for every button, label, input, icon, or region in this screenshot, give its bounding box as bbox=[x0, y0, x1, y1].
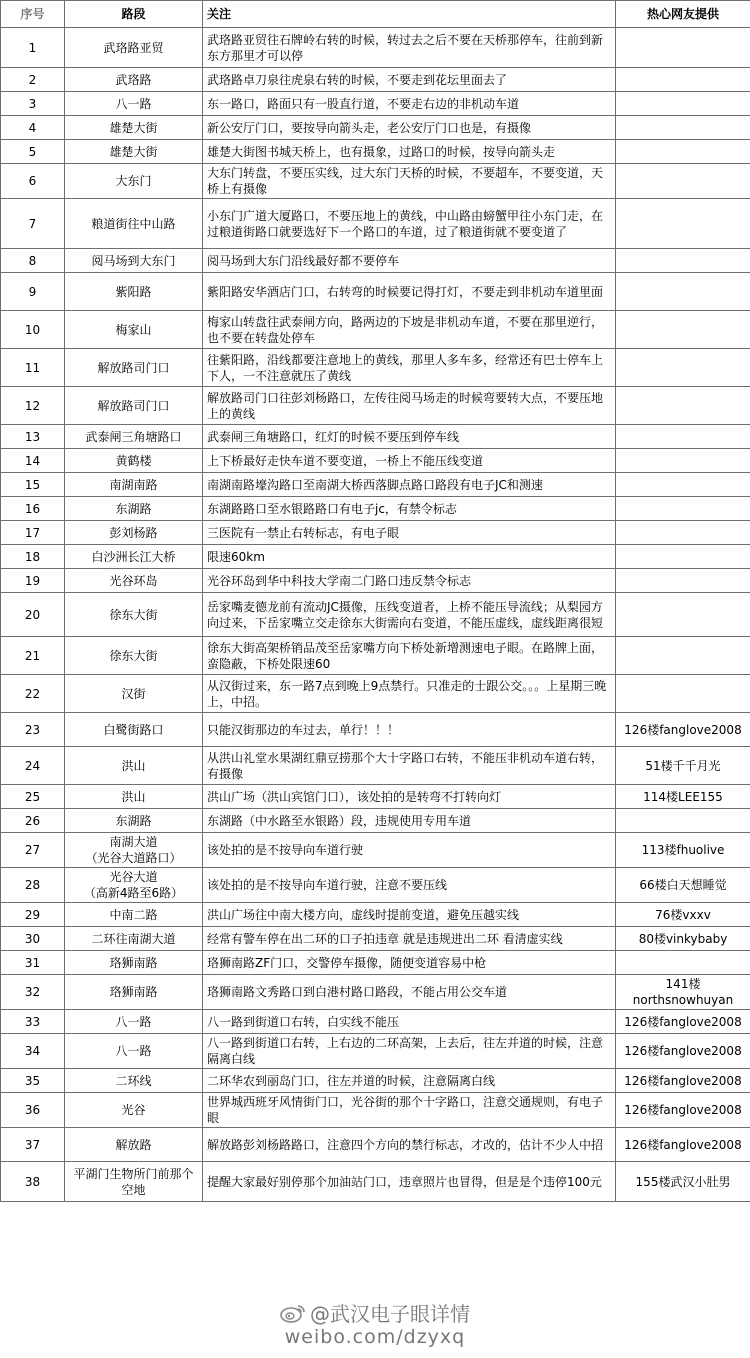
row-road: 紫阳路 bbox=[65, 273, 203, 311]
row-note: 从汉街过来，东一路7点到晚上9点禁行。只准走的士跟公交。。。上星期三晚上，中招。 bbox=[203, 675, 616, 713]
row-number: 37 bbox=[1, 1128, 65, 1162]
row-number: 6 bbox=[1, 164, 65, 199]
row-road: 八一路 bbox=[65, 1010, 203, 1034]
table-row bbox=[1, 809, 750, 833]
row-road: 光谷 bbox=[65, 1093, 203, 1128]
table-row bbox=[1, 473, 750, 497]
row-road: 徐东大街 bbox=[65, 593, 203, 637]
row-road: 八一路 bbox=[65, 92, 203, 116]
row-number: 14 bbox=[1, 449, 65, 473]
row-number: 3 bbox=[1, 92, 65, 116]
row-source bbox=[616, 545, 750, 569]
row-note: 雄楚大街图书城天桥上，也有摄象，过路口的时候，按导向箭头走 bbox=[203, 140, 616, 164]
row-number: 10 bbox=[1, 311, 65, 349]
row-road: 东湖路 bbox=[65, 497, 203, 521]
row-road: 武泰闸三角塘路口 bbox=[65, 425, 203, 449]
table-row bbox=[1, 569, 750, 593]
row-road: 二环线 bbox=[65, 1069, 203, 1093]
row-source bbox=[616, 569, 750, 593]
row-note: 洪山广场往中南大楼方向，虚线时提前变道，避免压越实线 bbox=[203, 903, 616, 927]
row-note: 提醒大家最好别停那个加油站门口，违章照片也冒得，但是是个违停100元 bbox=[203, 1162, 616, 1202]
table-row bbox=[1, 116, 750, 140]
row-road: 南湖南路 bbox=[65, 473, 203, 497]
row-number: 4 bbox=[1, 116, 65, 140]
row-note: 该处拍的是不按导向车道行驶，注意不要压线 bbox=[203, 868, 616, 903]
row-source bbox=[616, 116, 750, 140]
row-note: 珞狮南路ZF门口，交警停车摄像，随便变道容易中枪 bbox=[203, 951, 616, 975]
row-road: 洪山 bbox=[65, 785, 203, 809]
row-road: 解放路司门口 bbox=[65, 349, 203, 387]
table-row bbox=[1, 199, 750, 249]
table-row bbox=[1, 903, 750, 927]
row-note: 从洪山礼堂水果湖红鼎豆捞那个大十字路口右转，不能压非机动车道右转，有摄像 bbox=[203, 747, 616, 785]
row-number: 18 bbox=[1, 545, 65, 569]
row-source: 113楼fhuolive bbox=[616, 833, 750, 868]
table-row bbox=[1, 311, 750, 349]
row-source bbox=[616, 593, 750, 637]
row-note: 阅马场到大东门沿线最好都不要停车 bbox=[203, 249, 616, 273]
row-number: 32 bbox=[1, 975, 65, 1010]
table-row bbox=[1, 868, 750, 903]
row-source bbox=[616, 273, 750, 311]
row-number: 29 bbox=[1, 903, 65, 927]
row-road: 东湖路 bbox=[65, 809, 203, 833]
table-row bbox=[1, 975, 750, 1010]
row-road: 武珞路 bbox=[65, 68, 203, 92]
row-road: 洪山 bbox=[65, 747, 203, 785]
row-note: 上下桥最好走快车道不要变道，一桥上不能压线变道 bbox=[203, 449, 616, 473]
row-road: 彭刘杨路 bbox=[65, 521, 203, 545]
table-row bbox=[1, 927, 750, 951]
row-number: 16 bbox=[1, 497, 65, 521]
row-road: 徐东大街 bbox=[65, 637, 203, 675]
row-source: 126楼fanglove2008 bbox=[616, 1128, 750, 1162]
row-source bbox=[616, 92, 750, 116]
table-body bbox=[1, 28, 750, 1202]
row-number: 34 bbox=[1, 1034, 65, 1069]
header-road: 路段 bbox=[65, 1, 203, 28]
table-row bbox=[1, 713, 750, 747]
row-number: 19 bbox=[1, 569, 65, 593]
row-source: 126楼fanglove2008 bbox=[616, 713, 750, 747]
table-row bbox=[1, 747, 750, 785]
table-row bbox=[1, 1093, 750, 1128]
row-road: 八一路 bbox=[65, 1034, 203, 1069]
watermark-handle-text: @武汉电子眼详情 bbox=[310, 1302, 470, 1326]
row-source bbox=[616, 349, 750, 387]
row-note: 八一路到街道口右转，白实线不能压 bbox=[203, 1010, 616, 1034]
table-row bbox=[1, 593, 750, 637]
row-road: 解放路 bbox=[65, 1128, 203, 1162]
table-row bbox=[1, 637, 750, 675]
table-row bbox=[1, 497, 750, 521]
row-source: 126楼fanglove2008 bbox=[616, 1093, 750, 1128]
row-source bbox=[616, 675, 750, 713]
row-number: 27 bbox=[1, 833, 65, 868]
row-number: 1 bbox=[1, 28, 65, 68]
row-number: 31 bbox=[1, 951, 65, 975]
row-note: 新公安厅门口，要按导向箭头走，老公安厅门口也是，有摄像 bbox=[203, 116, 616, 140]
row-source bbox=[616, 164, 750, 199]
row-source bbox=[616, 199, 750, 249]
row-note: 世界城西班牙风情街门口，光谷街的那个十字路口，注意交通规则，有电子眼 bbox=[203, 1093, 616, 1128]
row-source: 51楼千千月光 bbox=[616, 747, 750, 785]
row-road: 大东门 bbox=[65, 164, 203, 199]
table-row bbox=[1, 1010, 750, 1034]
row-number: 8 bbox=[1, 249, 65, 273]
row-source bbox=[616, 68, 750, 92]
row-source: 114楼LEE155 bbox=[616, 785, 750, 809]
row-note: 往紫阳路，沿线都要注意地上的黄线，那里人多车多，经常还有巴士停车上下人，一不注意就压了黄线 bbox=[203, 349, 616, 387]
row-number: 24 bbox=[1, 747, 65, 785]
row-note: 洪山广场（洪山宾馆门口），该处拍的是转弯不打转向灯 bbox=[203, 785, 616, 809]
row-number: 33 bbox=[1, 1010, 65, 1034]
row-number: 12 bbox=[1, 387, 65, 425]
table-row bbox=[1, 92, 750, 116]
row-number: 11 bbox=[1, 349, 65, 387]
row-number: 25 bbox=[1, 785, 65, 809]
table-row bbox=[1, 68, 750, 92]
row-number: 30 bbox=[1, 927, 65, 951]
row-note: 八一路到街道口右转，上右边的二环高架，上去后，往左并道的时候，注意隔离白线 bbox=[203, 1034, 616, 1069]
row-road: 阅马场到大东门 bbox=[65, 249, 203, 273]
row-note: 二环华农到丽岛门口，往左并道的时候，注意隔离白线 bbox=[203, 1069, 616, 1093]
weibo-logo-icon bbox=[280, 1303, 306, 1328]
table-row bbox=[1, 545, 750, 569]
row-number: 17 bbox=[1, 521, 65, 545]
header-note: 关注 bbox=[203, 1, 616, 28]
row-number: 5 bbox=[1, 140, 65, 164]
row-number: 15 bbox=[1, 473, 65, 497]
row-road: 雄楚大街 bbox=[65, 140, 203, 164]
weibo-watermark-url: weibo.com/dzyxq bbox=[284, 1326, 466, 1348]
row-road: 平湖门生物所门前那个空地 bbox=[65, 1162, 203, 1202]
row-number: 36 bbox=[1, 1093, 65, 1128]
row-note: 三医院有一禁止右转标志，有电子眼 bbox=[203, 521, 616, 545]
row-road: 中南二路 bbox=[65, 903, 203, 927]
row-road: 解放路司门口 bbox=[65, 387, 203, 425]
row-road: 南湖大道 （光谷大道路口） bbox=[65, 833, 203, 868]
row-note: 紫阳路安华酒店门口，右转弯的时候要记得打灯，不要走到非机动车道里面 bbox=[203, 273, 616, 311]
row-source bbox=[616, 425, 750, 449]
row-number: 21 bbox=[1, 637, 65, 675]
row-road: 光谷环岛 bbox=[65, 569, 203, 593]
table-row bbox=[1, 387, 750, 425]
row-road: 黄鹤楼 bbox=[65, 449, 203, 473]
row-source bbox=[616, 521, 750, 545]
row-number: 20 bbox=[1, 593, 65, 637]
row-road: 白鹭街路口 bbox=[65, 713, 203, 747]
row-road: 汉街 bbox=[65, 675, 203, 713]
row-number: 2 bbox=[1, 68, 65, 92]
table-row bbox=[1, 675, 750, 713]
row-number: 35 bbox=[1, 1069, 65, 1093]
row-source: 126楼fanglove2008 bbox=[616, 1034, 750, 1069]
table-row bbox=[1, 1162, 750, 1202]
row-road: 白沙洲长江大桥 bbox=[65, 545, 203, 569]
table-row bbox=[1, 449, 750, 473]
row-source: 126楼fanglove2008 bbox=[616, 1069, 750, 1093]
row-note: 限速60km bbox=[203, 545, 616, 569]
row-source: 141楼northsnowhuyan bbox=[616, 975, 750, 1010]
row-note: 解放路彭刘杨路路口，注意四个方向的禁行标志，才改的，估计不少人中招 bbox=[203, 1128, 616, 1162]
row-source: 155楼武汉小肚男 bbox=[616, 1162, 750, 1202]
row-number: 28 bbox=[1, 868, 65, 903]
row-number: 23 bbox=[1, 713, 65, 747]
row-source bbox=[616, 28, 750, 68]
row-source bbox=[616, 497, 750, 521]
row-road: 武珞路亚贸 bbox=[65, 28, 203, 68]
row-number: 7 bbox=[1, 199, 65, 249]
row-road: 雄楚大街 bbox=[65, 116, 203, 140]
row-note: 徐东大街高架桥销品茂至岳家嘴方向下桥处新增测速电子眼。在路牌上面，蛮隐蔽，下桥处限速60 bbox=[203, 637, 616, 675]
row-note: 武珞路亚贸往石牌岭右转的时候，转过去之后不要在天桥那停车，往前到新东方那里才可以停 bbox=[203, 28, 616, 68]
row-source bbox=[616, 473, 750, 497]
row-source bbox=[616, 449, 750, 473]
row-note: 梅家山转盘往武泰闸方向，路两边的下坡是非机动车道，不要在那里逆行，也不要在转盘处停车 bbox=[203, 311, 616, 349]
row-number: 9 bbox=[1, 273, 65, 311]
row-source: 66楼白天想睡觉 bbox=[616, 868, 750, 903]
row-road: 二环往南湖大道 bbox=[65, 927, 203, 951]
row-note: 岳家嘴麦德龙前有流动JC摄像，压线变道者，上桥不能压导流线；从梨园方向过来，下岳家嘴立交走徐东大街需向右变道，不能压虚线，虚线距离很短 bbox=[203, 593, 616, 637]
row-note: 只能汉街那边的车过去，单行！！！ bbox=[203, 713, 616, 747]
table-row bbox=[1, 1128, 750, 1162]
row-source bbox=[616, 249, 750, 273]
row-road: 梅家山 bbox=[65, 311, 203, 349]
row-note: 东一路口，路面只有一股直行道，不要走右边的非机动车道 bbox=[203, 92, 616, 116]
row-road: 珞狮南路 bbox=[65, 975, 203, 1010]
row-note: 大东门转盘，不要压实线，过大东门天桥的时候，不要超车，不要变道，天桥上有摄像 bbox=[203, 164, 616, 199]
row-number: 13 bbox=[1, 425, 65, 449]
row-note: 武泰闸三角塘路口，红灯的时候不要压到停车线 bbox=[203, 425, 616, 449]
row-source: 76楼vxxv bbox=[616, 903, 750, 927]
weibo-watermark-handle bbox=[0, 1298, 750, 1328]
row-road: 光谷大道 （高新4路至6路） bbox=[65, 868, 203, 903]
table-header-row bbox=[1, 1, 750, 28]
row-note: 南湖南路壕沟路口至南湖大桥西落脚点路口路段有电子JC和测速 bbox=[203, 473, 616, 497]
row-source bbox=[616, 311, 750, 349]
row-source bbox=[616, 951, 750, 975]
row-note: 该处拍的是不按导向车道行驶 bbox=[203, 833, 616, 868]
table-row bbox=[1, 28, 750, 68]
table-row bbox=[1, 273, 750, 311]
header-source: 热心网友提供 bbox=[616, 1, 750, 28]
row-note: 小东门广道大厦路口，不要压地上的黄线，中山路由螃蟹甲往小东门走，在过粮道街路口就要选好下一个路口的车道，过了粮道街就不要变道了 bbox=[203, 199, 616, 249]
row-number: 22 bbox=[1, 675, 65, 713]
table-row bbox=[1, 521, 750, 545]
table-row bbox=[1, 140, 750, 164]
row-note: 经常有警车停在出二环的口子拍违章 就是违规进出二环 看清虚实线 bbox=[203, 927, 616, 951]
row-number: 38 bbox=[1, 1162, 65, 1202]
row-note: 解放路司门口往彭刘杨路口，左传往阅马场走的时候弯要转大点，不要压地上的黄线 bbox=[203, 387, 616, 425]
table-row bbox=[1, 249, 750, 273]
table-row bbox=[1, 349, 750, 387]
table-row bbox=[1, 164, 750, 199]
table-row bbox=[1, 1034, 750, 1069]
row-source: 126楼fanglove2008 bbox=[616, 1010, 750, 1034]
table-row bbox=[1, 1069, 750, 1093]
row-note: 东湖路路口至水银路路口有电子jc，有禁令标志 bbox=[203, 497, 616, 521]
row-source bbox=[616, 387, 750, 425]
row-source bbox=[616, 140, 750, 164]
row-note: 东湖路（中水路至水银路）段，违规使用专用车道 bbox=[203, 809, 616, 833]
table-row bbox=[1, 785, 750, 809]
row-source bbox=[616, 637, 750, 675]
row-note: 珞狮南路文秀路口到白港村路口路段，不能占用公交车道 bbox=[203, 975, 616, 1010]
header-number: 序号 bbox=[1, 1, 65, 28]
table-row bbox=[1, 425, 750, 449]
row-number: 26 bbox=[1, 809, 65, 833]
row-road: 粮道街往中山路 bbox=[65, 199, 203, 249]
table-row bbox=[1, 951, 750, 975]
row-source bbox=[616, 809, 750, 833]
row-note: 光谷环岛到华中科技大学南二门路口违反禁令标志 bbox=[203, 569, 616, 593]
row-road: 珞狮南路 bbox=[65, 951, 203, 975]
table-row bbox=[1, 833, 750, 868]
row-source: 80楼vinkybaby bbox=[616, 927, 750, 951]
row-note: 武珞路卓刀泉往虎泉右转的时候，不要走到花坛里面去了 bbox=[203, 68, 616, 92]
